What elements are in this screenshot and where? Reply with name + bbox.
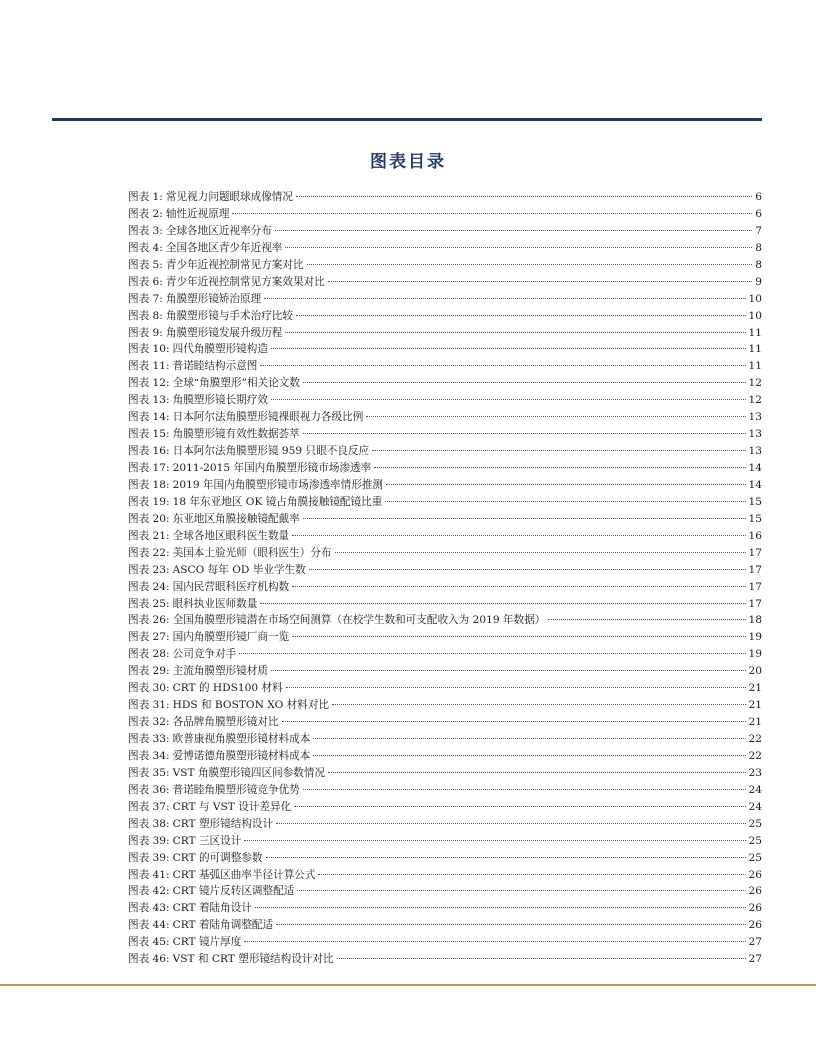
page-number: 24	[748, 783, 762, 796]
figure-title: 四代角膜塑形镜构造	[172, 343, 268, 356]
dot-leader	[255, 907, 746, 908]
toc-entry[interactable]	[128, 748, 762, 765]
toc-entry[interactable]	[128, 765, 762, 782]
figure-label: 图表 13:	[128, 394, 170, 407]
figure-label: 图表 2:	[128, 207, 163, 220]
toc-entry[interactable]	[128, 833, 762, 850]
figure-title: CRT 镜片反转区调整配适	[172, 885, 295, 898]
toc-entry[interactable]	[128, 189, 762, 206]
dot-leader	[285, 247, 752, 248]
page-number: 13	[748, 411, 762, 424]
page-number: 17	[748, 597, 762, 610]
figure-label: 图表 20:	[128, 512, 170, 525]
page-number: 21	[748, 682, 762, 695]
dot-leader	[313, 755, 745, 756]
toc-entry[interactable]	[128, 511, 762, 528]
dot-leader	[292, 586, 745, 587]
figure-label: 图表 9:	[128, 326, 163, 339]
figure-title: 公司竞争对手	[172, 648, 237, 661]
dot-leader	[285, 332, 745, 333]
page-number: 17	[748, 563, 762, 576]
figure-label: 图表 45:	[128, 936, 170, 949]
page-number: 24	[748, 800, 762, 813]
page-number: 15	[748, 512, 762, 525]
figure-label: 图表 12:	[128, 377, 170, 390]
figure-title: 普诺睦角膜塑形镜竞争优势	[172, 783, 300, 796]
toc-entry[interactable]	[128, 646, 762, 663]
dot-leader	[548, 619, 745, 620]
toc-entry[interactable]	[128, 308, 762, 325]
toc-entry[interactable]	[128, 341, 762, 358]
figure-list	[128, 189, 762, 968]
figure-title: 普诺睦结构示意图	[172, 360, 258, 373]
figure-title: 全国各地区青少年近视率	[165, 241, 283, 254]
dot-leader	[328, 772, 745, 773]
dot-leader	[232, 213, 752, 214]
toc-entry[interactable]	[128, 528, 762, 545]
toc-entry[interactable]	[128, 596, 762, 613]
figure-label: 图表 30:	[128, 682, 170, 695]
figure-title: CRT 的 HDS100 材料	[172, 682, 283, 695]
page-number: 23	[748, 766, 762, 779]
figure-title: 轴性近视原理	[165, 207, 230, 220]
page-number: 10	[748, 309, 762, 322]
toc-entry[interactable]	[128, 223, 762, 240]
page-number: 25	[748, 834, 762, 847]
figure-label: 图表 25:	[128, 597, 170, 610]
figure-label: 图表 26:	[128, 614, 170, 627]
dot-leader	[266, 857, 746, 858]
toc-entry[interactable]	[128, 409, 762, 426]
figure-label: 图表 10:	[128, 343, 170, 356]
page-number: 6	[755, 207, 762, 220]
page-number: 27	[748, 953, 762, 966]
dot-leader	[271, 348, 746, 349]
toc-entry[interactable]	[128, 426, 762, 443]
page-number: 7	[755, 224, 762, 237]
dot-leader	[260, 365, 745, 366]
toc-entry[interactable]	[128, 206, 762, 223]
figure-label: 图表 19:	[128, 495, 170, 508]
toc-entry[interactable]	[128, 697, 762, 714]
figure-label: 图表 32:	[128, 716, 170, 729]
page-number: 18	[748, 614, 762, 627]
page-number: 22	[748, 749, 762, 762]
figure-label: 图表 42:	[128, 885, 170, 898]
dot-leader	[303, 433, 746, 434]
dot-leader	[276, 823, 745, 824]
figure-label: 图表 23:	[128, 563, 170, 576]
figure-title: 青少年近视控制常见方案对比	[165, 258, 304, 271]
dot-leader	[275, 230, 752, 231]
figure-label: 图表 37:	[128, 800, 170, 813]
page-number: 25	[748, 851, 762, 864]
dot-leader	[328, 281, 752, 282]
figure-label: 图表 6:	[128, 275, 163, 288]
page-number: 8	[755, 258, 762, 271]
figure-title: 眼科执业医师数量	[172, 597, 258, 610]
toc-entry[interactable]	[128, 477, 762, 494]
toc-entry[interactable]	[128, 714, 762, 731]
dot-leader	[292, 636, 745, 637]
dot-leader	[264, 298, 745, 299]
page-number: 6	[755, 191, 762, 203]
toc-entry[interactable]	[128, 240, 762, 257]
figure-label: 图表 16:	[128, 445, 170, 458]
figure-title: 角膜塑形镜发展升级历程	[165, 326, 283, 339]
dot-leader	[296, 315, 746, 316]
figure-label: 图表 18:	[128, 478, 170, 491]
toc-entry[interactable]	[128, 799, 762, 816]
dot-leader	[366, 416, 745, 417]
figure-label: 图表 31:	[128, 699, 170, 712]
figure-label: 图表 36:	[128, 783, 170, 796]
toc-entry[interactable]	[128, 375, 762, 392]
page-number: 11	[748, 360, 762, 373]
figure-label: 图表 27:	[128, 631, 170, 644]
figure-label: 图表 44:	[128, 919, 170, 932]
toc-entry[interactable]	[128, 325, 762, 342]
toc-entry[interactable]	[128, 917, 762, 934]
page-number: 14	[748, 462, 762, 474]
page-number: 21	[748, 699, 762, 712]
dot-leader	[307, 264, 753, 265]
page-number: 9	[755, 275, 762, 288]
toc-entry[interactable]	[128, 731, 762, 748]
page-number: 27	[748, 936, 762, 949]
toc-entry[interactable]	[128, 883, 762, 900]
toc-entry[interactable]	[128, 816, 762, 833]
figure-title: 全球“角膜塑形”相关论文数	[172, 377, 300, 390]
page-number: 26	[748, 902, 762, 915]
toc-entry[interactable]	[128, 291, 762, 308]
dot-leader	[244, 840, 745, 841]
page-number: 11	[748, 343, 762, 356]
page-number: 13	[748, 428, 762, 441]
toc-entry[interactable]	[128, 579, 762, 596]
figure-label: 图表 21:	[128, 529, 170, 542]
figure-label: 图表 29:	[128, 665, 170, 678]
page-number: 26	[748, 868, 762, 881]
dot-leader	[294, 806, 745, 807]
page-number: 26	[748, 885, 762, 898]
page-number: 15	[748, 495, 762, 508]
figure-label: 图表 4:	[128, 241, 163, 254]
figure-label: 图表 8:	[128, 309, 163, 322]
dot-leader	[303, 518, 746, 519]
dot-leader	[297, 890, 745, 891]
figure-label: 图表 39:	[128, 851, 170, 864]
toc-entry[interactable]	[128, 443, 762, 460]
dot-leader	[386, 484, 745, 485]
footer-rule	[0, 984, 816, 986]
dot-leader	[313, 738, 745, 739]
page-number: 21	[748, 716, 762, 729]
figure-title: 东亚地区角膜接触镜配戴率	[172, 512, 300, 525]
figure-title: 角膜塑形镜有效性数据荟萃	[172, 428, 300, 441]
figure-title: CRT 镜片厚度	[172, 936, 242, 949]
page-number: 14	[748, 478, 762, 491]
toc-entry[interactable]	[128, 782, 762, 799]
figure-title: VST 和 CRT 塑形镜结构设计对比	[172, 953, 334, 966]
toc-entry[interactable]	[128, 257, 762, 274]
dot-leader	[244, 941, 745, 942]
toc-entry[interactable]	[128, 900, 762, 917]
figure-title: 18 年东亚地区 OK 镜占角膜接触镜配镜比重	[172, 495, 383, 508]
page-number: 19	[748, 648, 762, 661]
figure-label: 图表 39:	[128, 834, 170, 847]
figure-title: CRT 基弧区曲率半径计算公式	[172, 868, 316, 881]
figure-title: 角膜塑形镜长期疗效	[172, 394, 268, 407]
dot-leader	[260, 603, 745, 604]
figure-label: 图表 22:	[128, 546, 170, 559]
figure-title: 常见视力问题眼球成像情况	[165, 191, 293, 203]
figure-title: 2011-2015 年国内角膜塑形镜市场渗透率	[172, 462, 372, 474]
figure-title: CRT 塑形镜结构设计	[172, 817, 274, 830]
dot-leader	[282, 721, 746, 722]
toc-entry[interactable]	[128, 867, 762, 884]
figure-title: 日本阿尔法角膜塑形镜 959 只眼不良反应	[172, 445, 370, 458]
page-number: 11	[748, 326, 762, 339]
dot-leader	[239, 653, 745, 654]
page-number: 17	[748, 580, 762, 593]
figure-title: 国内民营眼科医疗机构数	[172, 580, 290, 593]
dot-leader	[271, 670, 746, 671]
figure-label: 图表 43:	[128, 902, 170, 915]
toc-entry[interactable]	[128, 494, 762, 511]
figure-label: 图表 34:	[128, 749, 170, 762]
toc-entry[interactable]	[128, 951, 762, 968]
toc-entry[interactable]	[128, 358, 762, 375]
page-number: 8	[755, 241, 762, 254]
figure-title: 角膜塑形镜矫治原理	[165, 292, 262, 305]
page-number: 10	[748, 292, 762, 305]
page-number: 17	[748, 546, 762, 559]
dot-leader	[271, 399, 746, 400]
figure-title: 角膜塑形镜与手术治疗比较	[165, 309, 293, 322]
figure-label: 图表 7:	[128, 292, 163, 305]
figure-title: CRT 着陆角设计	[172, 902, 252, 915]
figure-label: 图表 33:	[128, 733, 170, 745]
toc-entry[interactable]	[128, 629, 762, 646]
dot-leader	[292, 535, 745, 536]
figure-title: 全球各地区近视率分布	[165, 224, 272, 237]
figure-label: 图表 35:	[128, 766, 170, 779]
dot-leader	[318, 874, 745, 875]
toc-entry[interactable]	[128, 680, 762, 697]
dot-leader	[303, 789, 746, 790]
dot-leader	[309, 569, 746, 570]
figure-label: 图表 14:	[128, 411, 170, 424]
figure-label: 图表 5:	[128, 258, 163, 271]
figure-title: CRT 与 VST 设计差异化	[172, 800, 292, 813]
figure-label: 图表 41:	[128, 868, 170, 881]
figure-title: 各品牌角膜塑形镜对比	[172, 716, 279, 729]
figure-title: 国内角膜塑形镜厂商一览	[172, 631, 290, 644]
toc-entry[interactable]	[128, 850, 762, 867]
figure-title: HDS 和 BOSTON XO 材料对比	[172, 699, 330, 712]
figure-label: 图表 17:	[128, 462, 170, 474]
figure-title: 日本阿尔法角膜塑形镜裸眼视力各级比例	[172, 411, 364, 424]
figure-label: 图表 11:	[128, 360, 170, 373]
figure-label: 图表 24:	[128, 580, 170, 593]
figure-title: 主流角膜塑形镜材质	[172, 665, 268, 678]
toc-entry[interactable]	[128, 562, 762, 579]
toc-entry[interactable]	[128, 545, 762, 562]
dot-leader	[286, 687, 746, 688]
toc-entry[interactable]	[128, 460, 762, 477]
toc-entry[interactable]	[128, 392, 762, 409]
dot-leader	[335, 552, 746, 553]
figure-title: 青少年近视控制常见方案效果对比	[165, 275, 325, 288]
dot-leader	[337, 958, 746, 959]
figure-label: 图表 1:	[128, 191, 163, 203]
figure-label: 图表 3:	[128, 224, 163, 237]
figure-title: VST 角膜塑形镜四区间参数情况	[172, 766, 326, 779]
figure-title: 全球各地区眼科医生数量	[172, 529, 290, 542]
dot-leader	[276, 924, 745, 925]
figure-title: 全国角膜塑形镜潜在市场空间测算（在校学生数和可支配收入为 2019 年数据）	[172, 614, 546, 627]
toc-entry[interactable]	[128, 612, 762, 629]
figure-title: 美国本土验光师（眼科医生）分布	[172, 546, 332, 559]
figure-title: 爱博诺德角膜塑形镜材料成本	[172, 749, 311, 762]
figure-title: 欧普康视角膜塑形镜材料成本	[172, 733, 311, 745]
page-number: 26	[748, 919, 762, 932]
page-number: 22	[748, 733, 762, 745]
figure-title: 2019 年国内角膜塑形镜市场渗透率情形推测	[172, 478, 384, 491]
page-number: 25	[748, 817, 762, 830]
figure-label: 图表 15:	[128, 428, 170, 441]
figure-label: 图表 28:	[128, 648, 170, 661]
figure-label: 图表 38:	[128, 817, 170, 830]
dot-leader	[303, 382, 746, 383]
page-number: 13	[748, 445, 762, 458]
figure-title: CRT 的可调整参数	[172, 851, 263, 864]
toc-entry[interactable]	[128, 274, 762, 291]
dot-leader	[332, 704, 745, 705]
page-number: 16	[748, 529, 762, 542]
dot-leader	[372, 450, 745, 451]
toc-entry[interactable]	[128, 663, 762, 680]
page-number: 20	[748, 665, 762, 678]
dot-leader	[296, 196, 752, 197]
page-number: 19	[748, 631, 762, 644]
page-number: 12	[748, 377, 762, 390]
figure-title: CRT 着陆角调整配适	[172, 919, 274, 932]
dot-leader	[385, 501, 745, 502]
header-rule	[52, 118, 762, 121]
figure-title: ASCO 每年 OD 毕业学生数	[172, 563, 306, 576]
page-number: 12	[748, 394, 762, 407]
figure-title: CRT 三区设计	[172, 834, 242, 847]
figure-label: 图表 46:	[128, 953, 170, 966]
toc-entry[interactable]	[128, 934, 762, 951]
page-title: 图表目录	[370, 152, 446, 172]
dot-leader	[374, 467, 745, 468]
